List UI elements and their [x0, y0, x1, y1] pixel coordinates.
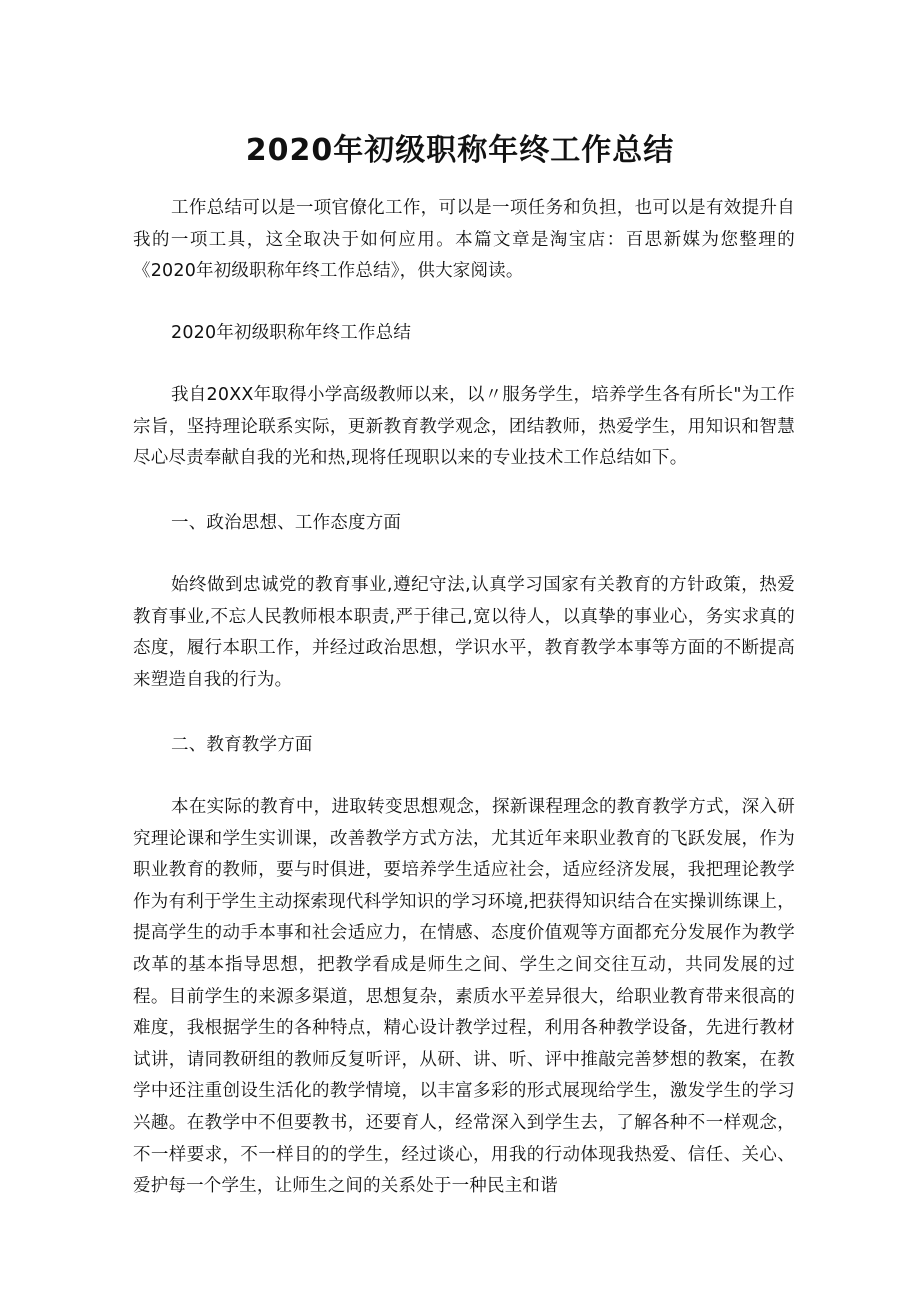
opening-paragraph: 我自20XX年取得小学高级教师以来，以〃服务学生，培养学生各有所长"为工作宗旨，坚持理论联系实际，更新教育教学观念，团结教师，热爱学生，用知识和智慧尽心尽责奉献自我的光和热,现将任现职以来的专业技术工作总结如下。: [133, 385, 795, 469]
section-body-teaching: 本在实际的教育中，进取转变思想观念，探新课程理念的教育教学方式，深入研究理论课和学生实训课，改善教学方式方法，尤其近年来职业教育的飞跃发展，作为职业教育的教师，要与时俱进，要培养学生适应社会，适应经济发展，我把理论教学作为有利于学生主动探索现代科学知识的学习环境,把获得知识结合在实操训练课上，提高学生的动手本事和社会适应力，在情感、态度价值观等方面都充分发展作为教学改革的基本指导思想，把教学看成是师生之间、学生之间交往互动，共同发展的过程。目前学生的来源多渠道，思想复杂，素质水平差异很大，给职业教育带来很高的难度，我根据学生的各种特点，精心设计教学过程，利用各种教学设备，先进行教材试讲，请同教研组的教师反复听评，从研、讲、听、评中推敲完善梦想的教案，在教学中还注重创设生活化的教学情境，以丰富多彩的形式展现给学生，激发学生的学习兴趣。在教学中不但要教书，还要育人，经常深入到学生去，了解各种不一样观念，不一样要求，不一样目的的学生，经过谈心，用我的行动体现我热爱、信任、关心、爱护每一个学生，让师生之间的关系处于一种民主和谐: [133, 797, 795, 1197]
section-heading-teaching: 二、教育教学方面: [171, 735, 313, 755]
page-title: 2020年初级职称年终工作总结: [245, 133, 675, 168]
section-body-politics: 始终做到忠诚党的教育事业,遵纪守法,认真学习国家有关教育的方针政策，热爱教育事业,不忘人民教师根本职责,严于律己,宽以待人，以真挚的事业心，务实求真的态度，履行本职工作，并经过政治思想，学识水平，教育教学本事等方面的不断提高来塑造自我的行为。: [133, 575, 795, 690]
subtitle-paragraph: 2020年初级职称年终工作总结: [171, 323, 412, 343]
section-heading-politics: 一、政治思想、工作态度方面: [171, 513, 402, 533]
intro-paragraph: 工作总结可以是一项官僚化工作，可以是一项任务和负担，也可以是有效提升自我的一项工具，这全取决于如何应用。本篇文章是淘宝店：百思新媒为您整理的《2020年初级职称年终工作总结》，供大家阅读。: [133, 198, 795, 282]
